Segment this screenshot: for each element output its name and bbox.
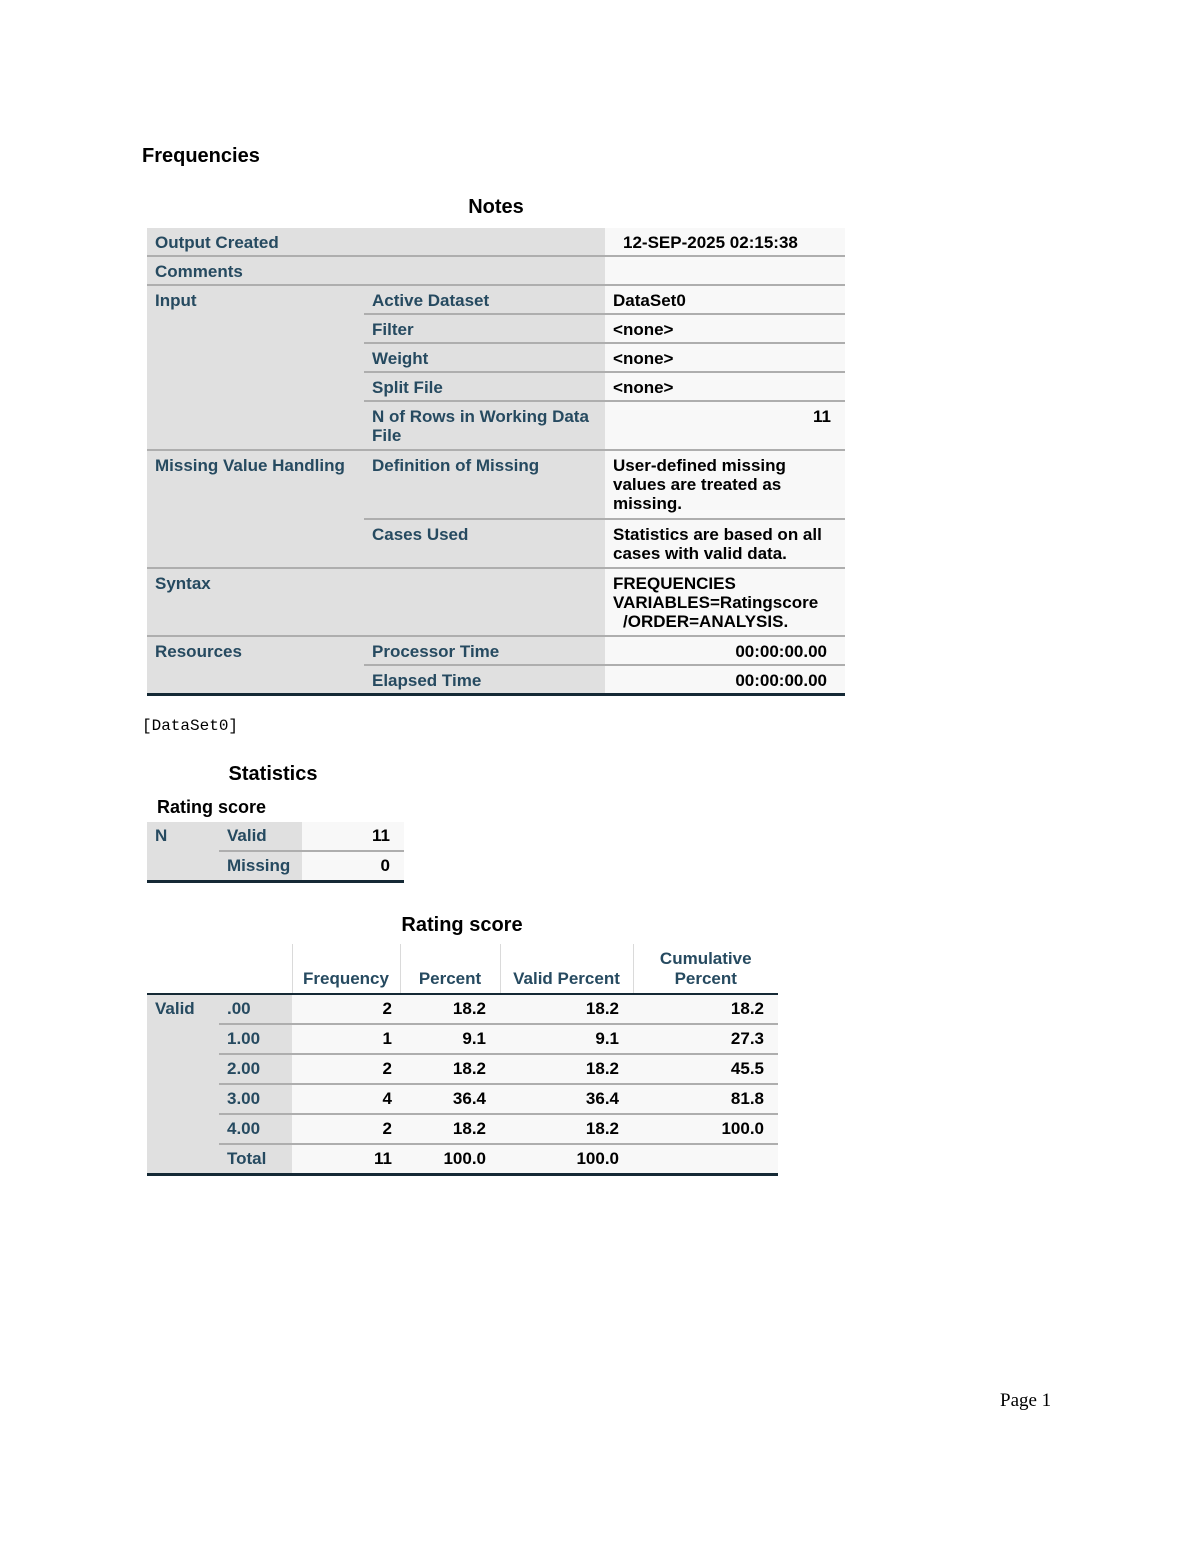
notes-row-processor-time <box>147 636 845 665</box>
frequency-header-row <box>147 944 778 994</box>
row-cumulative: 18.2 <box>633 994 778 1024</box>
row-label: .00 <box>219 994 292 1024</box>
row-valid-percent: 9.1 <box>500 1024 633 1054</box>
output-created-label: Output Created <box>147 228 605 256</box>
section-title: Frequencies <box>142 145 260 167</box>
frequency-table <box>147 944 778 1176</box>
row-label: 1.00 <box>219 1024 292 1054</box>
syntax-line-1: FREQUENCIES VARIABLES=Ratingscore <box>613 574 819 612</box>
row-cumulative: 100.0 <box>633 1114 778 1144</box>
statistics-subtitle: Rating score <box>157 797 267 817</box>
row-cumulative: 45.5 <box>633 1054 778 1084</box>
row-valid-percent: 100.0 <box>500 1144 633 1175</box>
row-percent: 36.4 <box>400 1084 500 1114</box>
notes-row-syntax <box>147 568 845 636</box>
cases-used-label: Cases Used <box>364 519 605 568</box>
notes-row-active-dataset <box>147 285 845 314</box>
filter-value: <none> <box>605 314 845 343</box>
def-missing-value: User-defined missing values are treated as missing. <box>605 450 845 519</box>
page-number: Page 1 <box>1000 1390 1052 1411</box>
dataset-tag: [DataSet0] <box>142 717 239 735</box>
notes-title: Notes <box>468 196 524 218</box>
stats-valid-label: Valid <box>219 822 302 851</box>
notes-row-def-missing <box>147 450 845 519</box>
elapsed-time-label: Elapsed Time <box>364 665 605 695</box>
row-valid-percent: 18.2 <box>500 994 633 1024</box>
row-percent: 9.1 <box>400 1024 500 1054</box>
notes-table <box>147 228 845 696</box>
header-percent: Percent <box>400 944 500 994</box>
table-row <box>147 1024 778 1054</box>
row-valid-percent: 18.2 <box>500 1114 633 1144</box>
header-cumulative-percent: Cumulative Percent <box>633 944 778 994</box>
filter-label: Filter <box>364 314 605 343</box>
statistics-title: Statistics <box>228 763 318 785</box>
active-dataset-label: Active Dataset <box>364 285 605 314</box>
table-row <box>147 1114 778 1144</box>
row-label: 4.00 <box>219 1114 292 1144</box>
header-blank-1 <box>147 944 219 994</box>
notes-row-comments <box>147 256 845 285</box>
n-rows-value: 11 <box>605 401 845 450</box>
stats-row-valid <box>147 822 404 851</box>
stats-valid-value: 11 <box>302 822 404 851</box>
syntax-line-2: /ORDER=ANALYSIS. <box>623 612 789 631</box>
row-percent: 18.2 <box>400 1114 500 1144</box>
weight-value: <none> <box>605 343 845 372</box>
table-row <box>147 1054 778 1084</box>
processor-time-value: 00:00:00.00 <box>605 636 845 665</box>
header-frequency: Frequency <box>292 944 400 994</box>
comments-value <box>605 256 845 285</box>
row-cumulative <box>633 1144 778 1175</box>
row-frequency: 4 <box>292 1084 400 1114</box>
notes-row-output-created <box>147 228 845 256</box>
row-label: 3.00 <box>219 1084 292 1114</box>
comments-label: Comments <box>147 256 605 285</box>
syntax-label: Syntax <box>147 568 605 636</box>
statistics-table <box>147 822 404 883</box>
table-row-total <box>147 1144 778 1175</box>
elapsed-time-value: 00:00:00.00 <box>605 665 845 695</box>
resources-label: Resources <box>147 636 364 695</box>
row-valid-percent: 18.2 <box>500 1054 633 1084</box>
stats-missing-label: Missing <box>219 851 302 882</box>
n-rows-label: N of Rows in Working Data File <box>364 401 605 450</box>
weight-label: Weight <box>364 343 605 372</box>
active-dataset-value: DataSet0 <box>605 285 845 314</box>
table-row <box>147 994 778 1024</box>
stats-n-label: N <box>147 822 219 882</box>
row-percent: 18.2 <box>400 994 500 1024</box>
output-created-value: 12-SEP-2025 02:15:38 <box>605 228 845 256</box>
row-frequency: 2 <box>292 994 400 1024</box>
row-frequency: 2 <box>292 1114 400 1144</box>
row-label: Total <box>219 1144 292 1175</box>
row-frequency: 11 <box>292 1144 400 1175</box>
row-cumulative: 27.3 <box>633 1024 778 1054</box>
stats-missing-value: 0 <box>302 851 404 882</box>
header-blank-2 <box>219 944 292 994</box>
def-missing-label: Definition of Missing <box>364 450 605 519</box>
table-row <box>147 1084 778 1114</box>
row-cumulative: 81.8 <box>633 1084 778 1114</box>
cases-used-value: Statistics are based on all cases with valid data. <box>605 519 845 568</box>
row-valid-percent: 36.4 <box>500 1084 633 1114</box>
processor-time-label: Processor Time <box>364 636 605 665</box>
row-label: 2.00 <box>219 1054 292 1084</box>
row-percent: 100.0 <box>400 1144 500 1175</box>
header-valid-percent: Valid Percent <box>500 944 633 994</box>
group-label-valid: Valid <box>147 994 219 1175</box>
frequency-title: Rating score <box>401 914 523 936</box>
split-file-value: <none> <box>605 372 845 401</box>
input-label: Input <box>147 285 364 450</box>
row-frequency: 1 <box>292 1024 400 1054</box>
syntax-value <box>605 568 845 636</box>
row-percent: 18.2 <box>400 1054 500 1084</box>
split-file-label: Split File <box>364 372 605 401</box>
missing-handling-label: Missing Value Handling <box>147 450 364 568</box>
row-frequency: 2 <box>292 1054 400 1084</box>
